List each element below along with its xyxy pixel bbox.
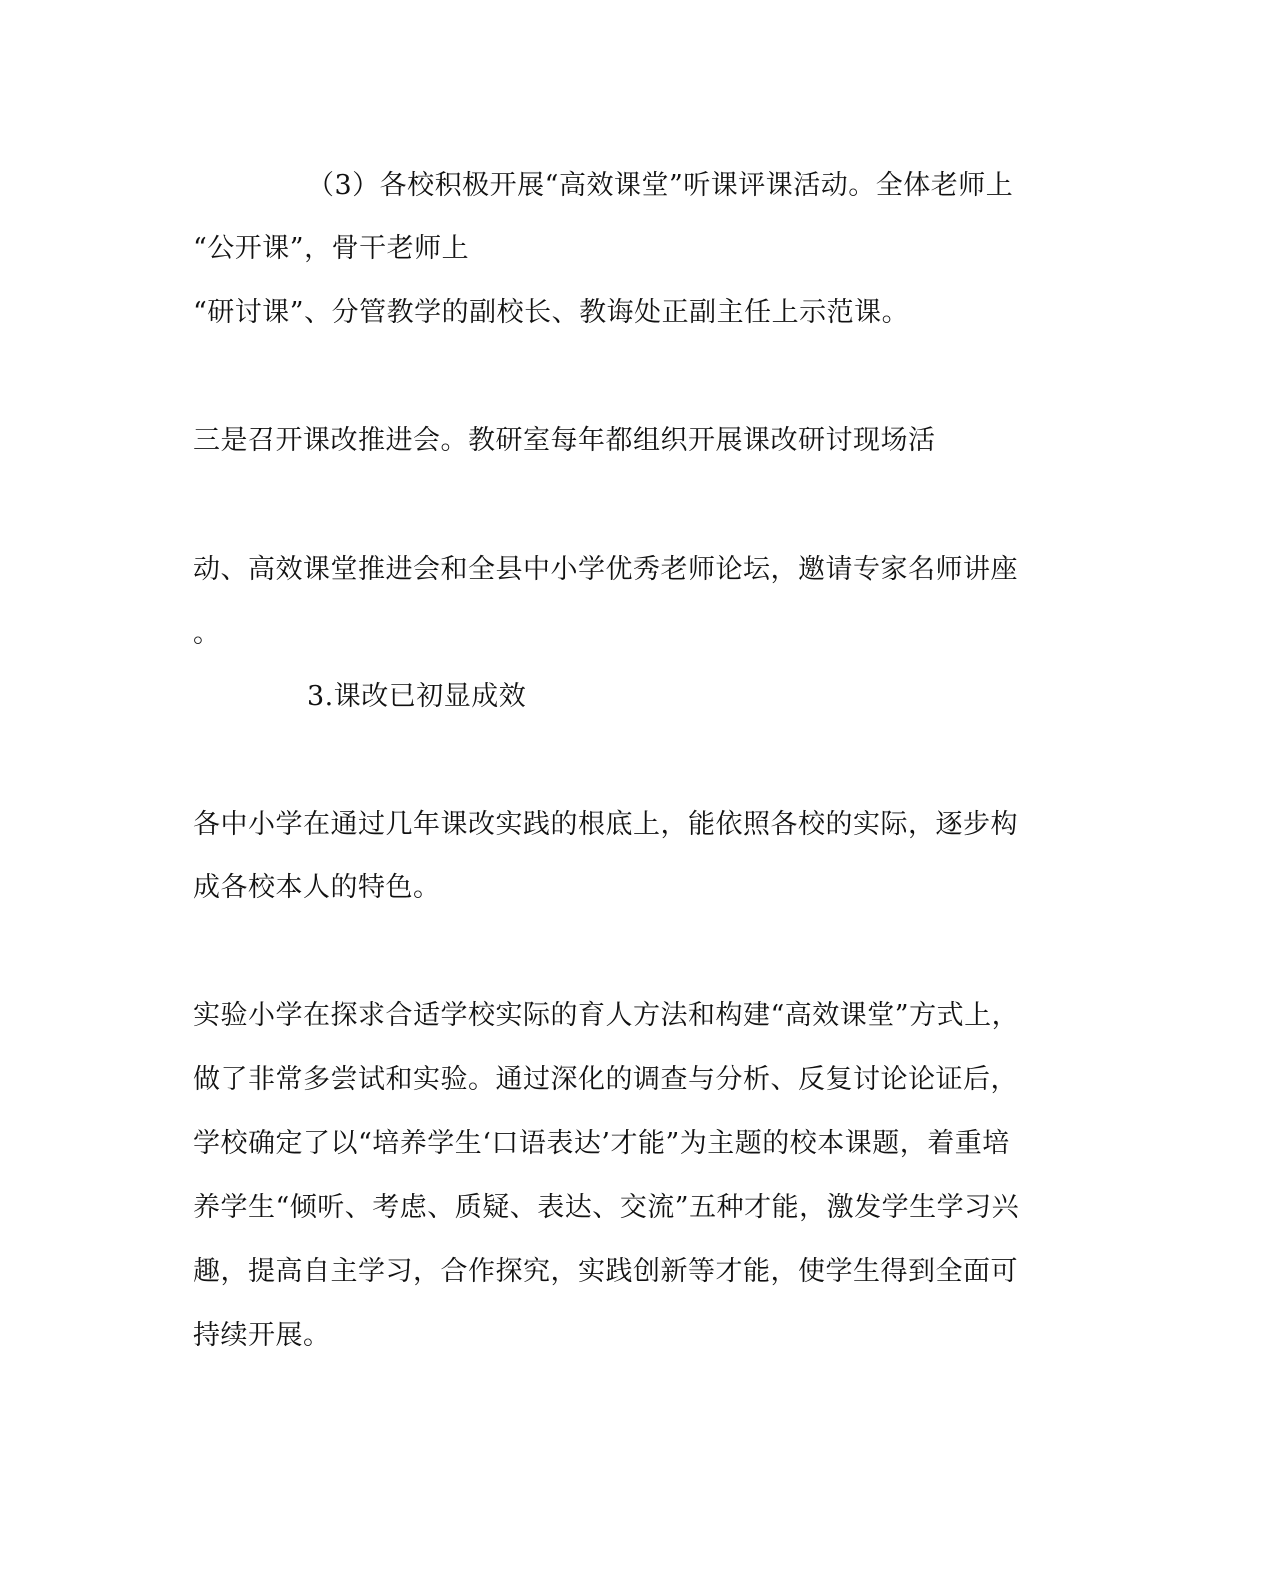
paragraph-line: 养学生“倾听、考虑、质疑、表达、交流”五种才能，激发学生学习兴 (193, 1192, 1020, 1223)
paragraph-line: 持续开展。 (193, 1320, 331, 1351)
paragraph-line: “公开课”，骨干老师上 (193, 233, 470, 264)
paragraph-line: 实验小学在探求合适学校实际的育人方法和构建“高效课堂”方式上， (193, 1000, 1020, 1031)
paragraph-line: 学校确定了以“培养学生‘口语表达’才能”为主题的校本课题，着重培 (193, 1128, 1010, 1159)
paragraph-line: 动、高效课堂推进会和全县中小学优秀老师论坛，邀请专家名师讲座 (193, 554, 1018, 585)
paragraph-line: “研讨课”、分管教学的副校长、教诲处正副主任上示范课。 (193, 297, 910, 328)
paragraph-line: 。 (193, 618, 221, 649)
paragraph-line: 各中小学在通过几年课改实践的根底上，能依照各校的实际，逐步构 (193, 809, 1018, 840)
paragraph-line: 三是召开课改推进会。教研室每年都组织开展课改研讨现场活 (193, 425, 936, 456)
paragraph-line: （3）各校积极开展“高效课堂”听课评课活动。全体老师上 (307, 170, 1014, 201)
paragraph-line: 趣，提高自主学习，合作探究，实践创新等才能，使学生得到全面可 (193, 1256, 1018, 1287)
paragraph-line: 做了非常多尝试和实验。通过深化的调查与分析、反复讨论论证后， (193, 1064, 1018, 1095)
paragraph-line: 成各校本人的特色。 (193, 872, 441, 903)
section-heading: 3.课改已初显成效 (307, 681, 527, 712)
